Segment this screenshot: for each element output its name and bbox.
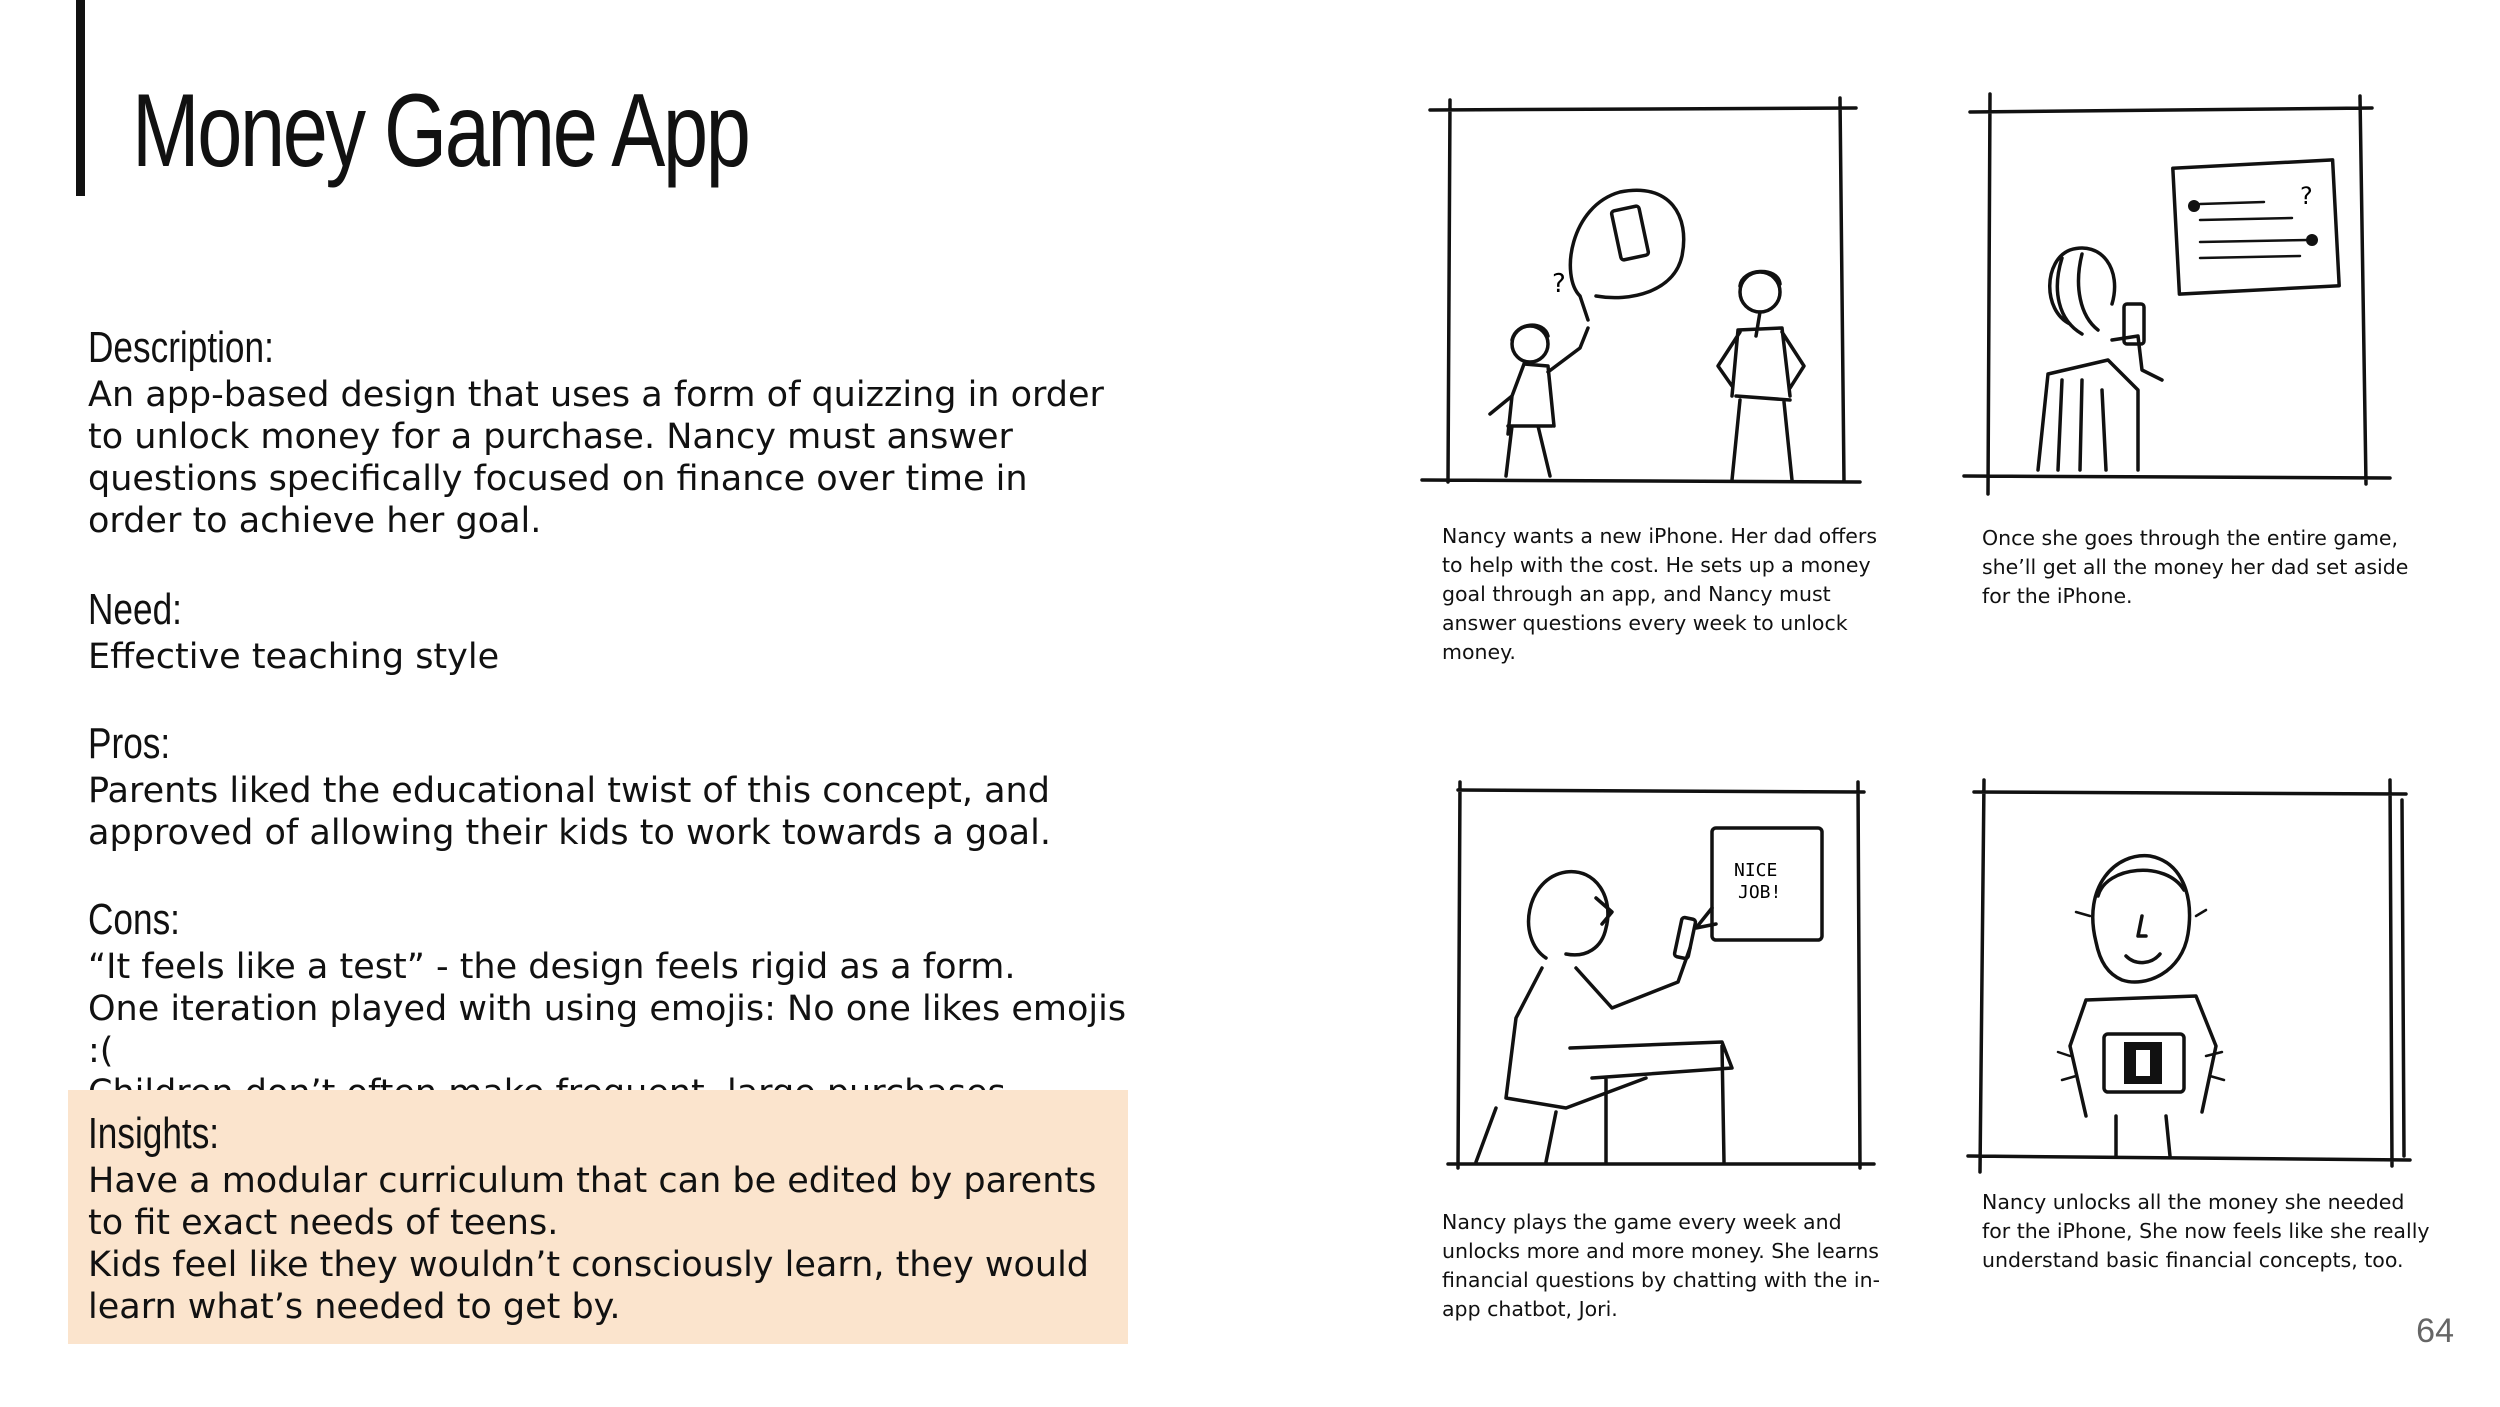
pros-heading: Pros: (88, 719, 171, 768)
insights-heading: Insights: (88, 1109, 220, 1158)
sketch-nancy-happy (1966, 776, 2426, 1186)
question-mark: ? (2300, 182, 2313, 210)
sketch-nancy-and-dad (1420, 96, 1870, 506)
need-heading: Need: (88, 585, 182, 634)
storyboard-panel-4 (1966, 776, 2430, 1272)
page-number: 64 (2416, 1312, 2454, 1350)
panel-caption: Nancy wants a new iPhone. Her dad offers to help with the cost. He sets up a money goal through an app, and Nancy must answer questions every week to unlock money. (1442, 524, 1878, 664)
description-heading: Description: (88, 323, 274, 372)
job-text: JOB! (1738, 882, 1782, 903)
nice-text: NICE (1734, 860, 1778, 881)
need-section (88, 584, 1128, 678)
pros-text: Parents liked the educational twist of this concept, and approved of allowing their kids to work towards a goal. (88, 771, 1051, 853)
title-accent-bar (76, 0, 85, 196)
sketch-nancy-at-desk (1446, 778, 1876, 1188)
description-section (88, 322, 1128, 542)
panel-caption: Once she goes through the entire game, she’ll get all the money her dad set aside for the iPhone. (1982, 526, 2409, 608)
description-text: An app-based design that uses a form of quizzing in order to unlock money for a purchase. Nancy must answer questions specifically focused on finance over time in order to achieve her goal. (88, 375, 1104, 541)
insights-section (88, 1108, 1128, 1328)
storyboard-panel-3 (1442, 778, 1880, 1321)
pros-section (88, 718, 1128, 854)
slide-title: Money Game App (132, 73, 749, 189)
panel-caption: Nancy unlocks all the money she needed for the iPhone, She now feels like she really understand basic financial concepts, too. (1982, 1190, 2430, 1272)
question-mark: ? (1552, 269, 1566, 299)
insights-line: Have a modular curriculum that can be edited by parents to fit exact needs of teens. (88, 1161, 1097, 1243)
need-text: Effective teaching style (88, 637, 500, 677)
cons-heading: Cons: (88, 895, 180, 944)
sketch-nancy-playing-game (1962, 90, 2402, 510)
cons-line: One iteration played with using emojis: No one likes emojis :( (88, 989, 1127, 1071)
panel-caption: Nancy plays the game every week and unlocks more and more money. She learns financial questions by chatting with the in-app chatbot, Jori. (1442, 1210, 1880, 1321)
insights-line: Kids feel like they wouldn’t consciously learn, they would learn what’s needed to get by. (88, 1245, 1090, 1327)
storyboard-panel-1 (1420, 96, 1878, 664)
cons-line: “It feels like a test” - the design feels rigid as a form. (88, 947, 1016, 987)
cons-section (88, 894, 1128, 1114)
storyboard-panel-2 (1962, 90, 2409, 608)
